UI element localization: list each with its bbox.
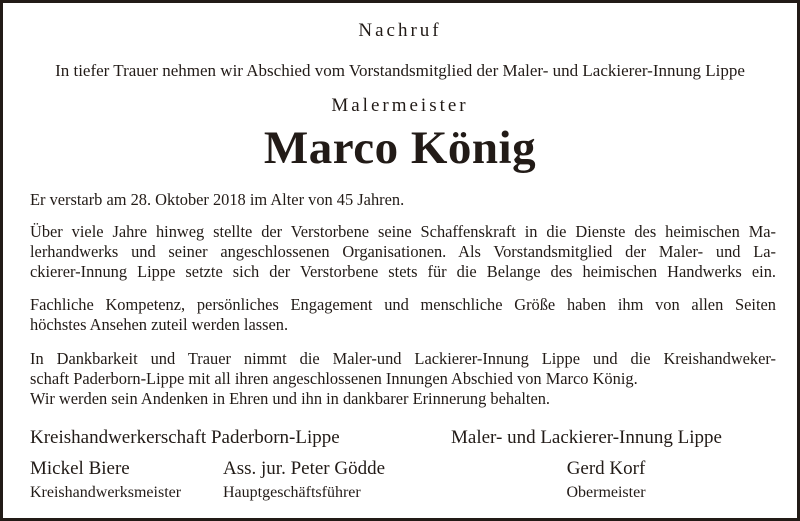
- paragraph-career: [30, 222, 776, 283]
- signatory-title: Obermeister: [566, 484, 646, 501]
- paragraph-line: lerhandwerks und seiner angeschlossenen Organisationen. Als Vorstandsmitglied der Maler- und La-: [30, 242, 776, 262]
- paragraph-line: ckierer-Innung Lippe setzte sich der Verstorbene stets für die Belange des heimischen Handwerks ein.: [30, 262, 776, 282]
- paragraph-death-date: [30, 190, 776, 210]
- notice-heading: Nachruf: [358, 20, 442, 41]
- paragraph-line: schaft Paderborn-Lippe mit all ihren angeschlossenen Innungen Abschied von Marco König.: [30, 369, 638, 389]
- paragraph-tribute: [30, 295, 776, 335]
- deceased-profession: Malermeister: [331, 95, 469, 116]
- paragraph-line: In Dankbarkeit und Trauer nimmt die Maler-und Lackierer-Innung Lippe und die Kreishandweker-: [30, 349, 776, 368]
- signature-organization-right: Maler- und Lackierer-Innung Lippe: [451, 427, 722, 448]
- intro-line: In tiefer Trauer nehmen wir Abschied vom Vorstandsmitglied der Maler- und Lackierer-Innung Lippe: [55, 61, 745, 80]
- paragraph-farewell: [30, 349, 776, 410]
- signature-organization-left: Kreishandwerkerschaft Paderborn-Lippe: [30, 427, 340, 448]
- paragraph-line: höchstes Ansehen zuteil werden lassen.: [30, 315, 289, 335]
- deceased-name: Marco König: [263, 122, 537, 174]
- signatory-name: Ass. jur. Peter Gödde: [223, 458, 386, 479]
- signatory-name: Gerd Korf: [566, 458, 646, 479]
- signatory-name: Mickel Biere: [30, 458, 130, 479]
- paragraph-line: Fachliche Kompetenz, persönliches Engagement und menschliche Größe haben ihm von allen Seiten: [30, 295, 776, 314]
- paragraph-line: Wir werden sein Andenken in Ehren und ihn in dankbarer Erinnerung behalten.: [30, 389, 551, 409]
- signatory-title: Hauptgeschäftsführer: [223, 484, 361, 501]
- paragraph-line: Er verstarb am 28. Oktober 2018 im Alter von 45 Jahren.: [30, 190, 405, 209]
- signatory-title: Kreishandwerksmeister: [30, 484, 182, 501]
- paragraph-line: Über viele Jahre hinweg stellte der Verstorbene seine Schaffenskraft in die Dienste des heimischen Ma-: [30, 222, 776, 241]
